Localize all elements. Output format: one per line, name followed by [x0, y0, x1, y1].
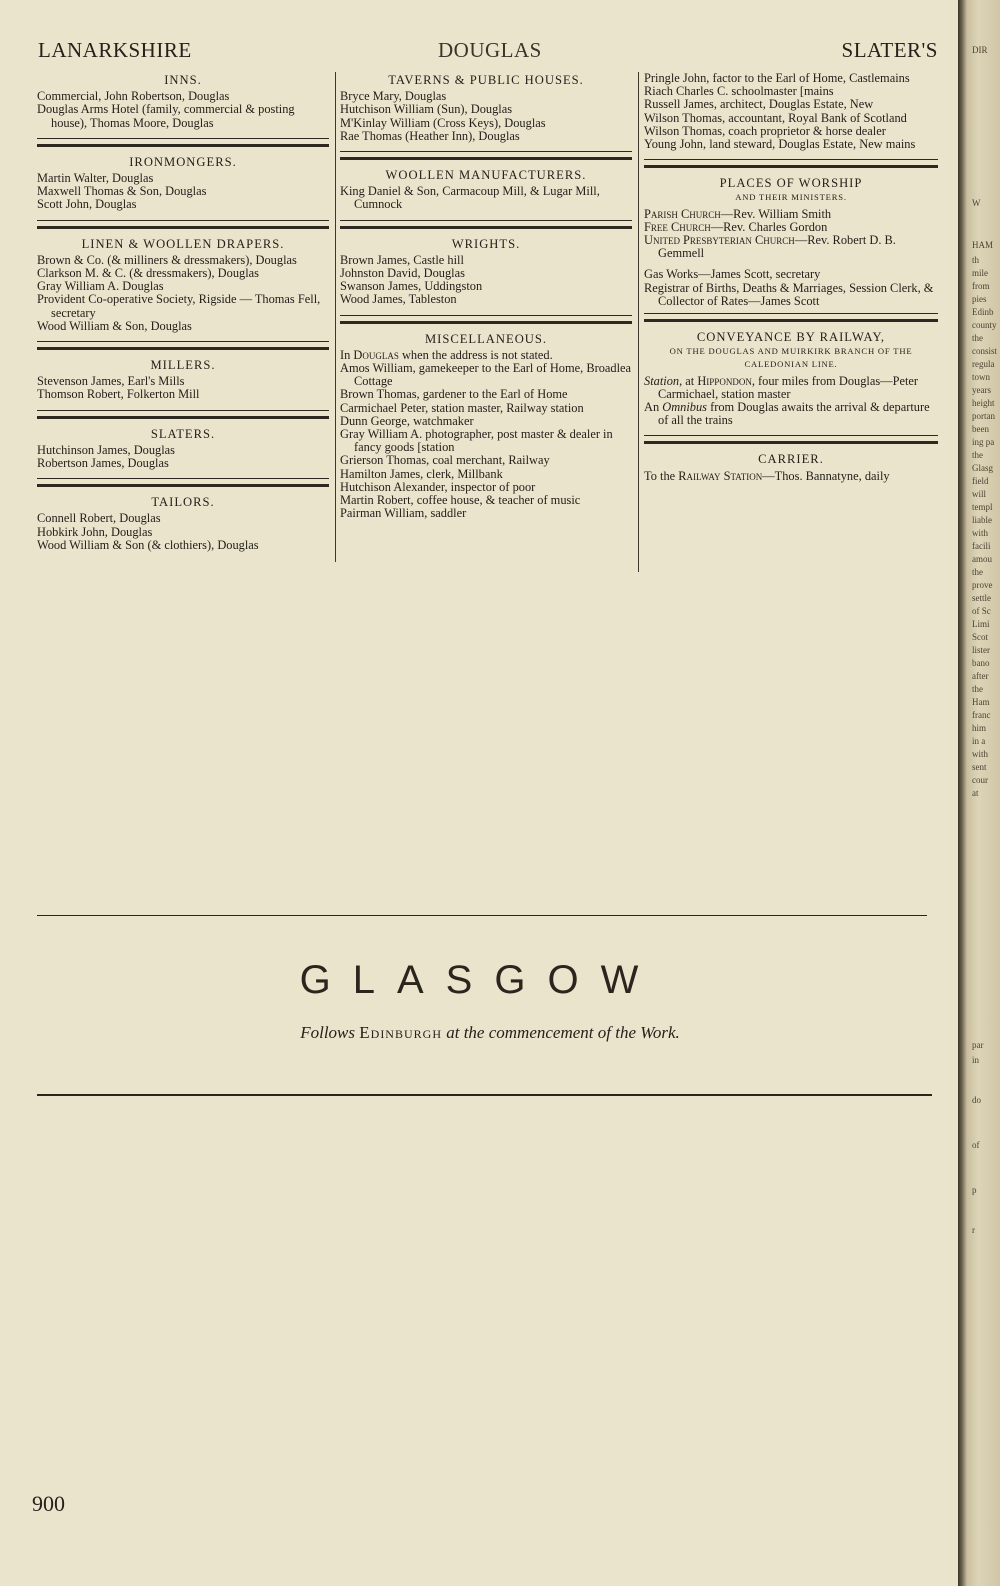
- minister-name: —Rev. Charles Gordon: [710, 219, 828, 234]
- entry: Provident Co-operative Society, Rigside — Thomas Fell, secretary: [37, 292, 321, 320]
- facing-page-fragment: do: [972, 1095, 981, 1105]
- omnibus-word: Omnibus: [662, 400, 707, 415]
- facing-page-fragment: from: [972, 281, 990, 291]
- facing-page-fragment: in: [972, 1055, 980, 1065]
- entry: Carmichael Peter, station master, Railway station: [340, 400, 584, 415]
- facing-page-fragment: facili: [972, 541, 991, 551]
- section-title-millers: MILLERS.: [150, 358, 216, 373]
- station-entry: [644, 375, 938, 401]
- facing-page-fragment: p: [972, 1185, 977, 1195]
- facing-page-fragment: liable: [972, 515, 992, 525]
- section-rule: [340, 315, 632, 324]
- section-rule: [644, 159, 938, 168]
- facing-page-fragment: the: [972, 567, 983, 577]
- facing-page-edge: [958, 0, 1000, 1586]
- entry: Registrar of Births, Deaths & Marriages, Session Clerk, & Collector of Rates—James Scott: [644, 280, 934, 308]
- facing-page-fragment: town: [972, 372, 990, 382]
- entry: King Daniel & Son, Carmacoup Mill, & Lugar Mill, Cumnock: [340, 184, 600, 212]
- section-title-woollen: WOOLLEN MANUFACTURERS.: [385, 168, 587, 183]
- facing-page-fragment: portan: [972, 411, 995, 421]
- facing-page-fragment: Limi: [972, 619, 990, 629]
- facing-page-fragment: mile: [972, 268, 988, 278]
- section-title-tailors: TAILORS.: [151, 495, 215, 510]
- entry: Martin Robert, coffee house, & teacher of music: [340, 493, 581, 508]
- facing-page-fragment: been: [972, 424, 989, 434]
- column-divider-1: [335, 72, 336, 562]
- church-name: Parish Church: [644, 206, 721, 221]
- facing-page-fragment: par: [972, 1040, 984, 1050]
- facing-page-fragment: Edinb: [972, 307, 994, 317]
- facing-page-fragment: years: [972, 385, 991, 395]
- entry: Wood James, Tableston: [340, 292, 457, 307]
- entry: Hobkirk John, Douglas: [37, 524, 153, 539]
- running-header: [38, 38, 938, 62]
- section-title-inns: INNS.: [164, 73, 202, 87]
- entry: Brown James, Castle hill: [340, 252, 464, 267]
- carrier-text-a: To the: [644, 468, 679, 483]
- facing-page-fragment: with: [972, 528, 989, 538]
- entry: Gray William A. Douglas: [37, 279, 164, 294]
- section-divider: [37, 915, 927, 916]
- facing-page-fragment: of: [972, 1140, 980, 1150]
- facing-page-fragment: W: [972, 198, 981, 208]
- facing-page-fragment: r: [972, 1225, 975, 1235]
- header-town: DOUGLAS: [438, 38, 542, 62]
- section-title-wrights: WRIGHTS.: [451, 236, 521, 251]
- facing-page-fragment: height: [972, 398, 995, 408]
- column-2: [340, 72, 632, 520]
- section-title-railway: CONVEYANCE BY RAILWAY,: [696, 330, 886, 345]
- facing-page-fragment: Scot: [972, 632, 989, 642]
- facing-page-fragment: the: [972, 333, 983, 343]
- misc-intro-b: when the address is not stated.: [398, 347, 553, 362]
- facing-page-fragment: him: [972, 723, 987, 733]
- entry: Bryce Mary, Douglas: [340, 89, 447, 104]
- facing-page-fragment: settle: [972, 593, 991, 603]
- entry: Thomson Robert, Folkerton Mill: [37, 387, 200, 402]
- entry: Wilson Thomas, accountant, Royal Bank of Scotland: [644, 110, 907, 125]
- glasgow-heading: GLASGOW: [299, 958, 661, 1002]
- entry: Commercial, John Robertson, Douglas: [37, 89, 230, 104]
- entry: Swanson James, Uddingston: [340, 279, 483, 294]
- facing-page-fragment: the: [972, 450, 983, 460]
- church-name: Free Church: [644, 219, 711, 234]
- facing-page-fragment: after: [972, 671, 989, 681]
- facing-page-fragment: of Sc: [972, 606, 991, 616]
- facing-page-fragment: franc: [972, 710, 991, 720]
- entry: Hutchinson James, Douglas: [37, 442, 176, 457]
- section-subtitle-worship: AND THEIR MINISTERS.: [735, 192, 847, 203]
- section-divider: [37, 1094, 932, 1096]
- section-title-misc: MISCELLANEOUS.: [424, 331, 548, 346]
- station-label: Station: [644, 373, 680, 388]
- entry: Douglas Arms Hotel (family, commercial & posting house), Thomas Moore, Douglas: [37, 102, 295, 130]
- misc-intro-place: Douglas: [353, 347, 399, 362]
- facing-page-fragment: in a: [972, 736, 986, 746]
- station-place: Hippondon: [697, 373, 752, 388]
- facing-page-fragment: prove: [972, 580, 993, 590]
- entry: Scott John, Douglas: [37, 197, 137, 212]
- minister-name: —Rev. William Smith: [720, 206, 832, 221]
- entry: Clarkson M. & C. (& dressmakers), Douglas: [37, 266, 259, 281]
- glasgow-note-a: Follows: [300, 1023, 360, 1042]
- entry: Robertson James, Douglas: [37, 456, 169, 471]
- entry: Russell James, architect, Douglas Estate, New: [644, 97, 874, 112]
- section-title-worship: PLACES OF WORSHIP: [719, 176, 863, 191]
- entry: Stevenson James, Earl's Mills: [37, 374, 185, 389]
- omnibus-entry: [644, 401, 938, 427]
- entry: Johnston David, Douglas: [340, 266, 465, 281]
- column-1: [37, 72, 329, 552]
- entry: Hutchison Alexander, inspector of poor: [340, 479, 536, 494]
- section-title-drapers: LINEN & WOOLLEN DRAPERS.: [81, 236, 285, 251]
- omnibus-text-a: An: [644, 400, 663, 415]
- entry: Young John, land steward, Douglas Estate, New mains: [644, 137, 916, 152]
- section-rule: [37, 410, 329, 419]
- section-rule: [37, 138, 329, 147]
- facing-page-fragment: will: [972, 489, 987, 499]
- entry: Brown Thomas, gardener to the Earl of Home: [340, 387, 568, 402]
- column-3: [644, 72, 938, 483]
- glasgow-note-place: Edinburgh: [359, 1023, 442, 1042]
- facing-page-fragment: Ham: [972, 697, 990, 707]
- section-rule: [644, 313, 938, 322]
- worship-entry: [644, 234, 938, 260]
- page-number: 900: [32, 1491, 65, 1516]
- entry: Wilson Thomas, coach proprietor & horse dealer: [644, 123, 886, 138]
- header-county: LANARKSHIRE: [38, 38, 192, 62]
- section-title-ironmongers: IRONMONGERS.: [129, 154, 237, 169]
- entry: Grierson Thomas, coal merchant, Railway: [340, 453, 550, 468]
- facing-page-fragment: the: [972, 684, 983, 694]
- carrier-entry: [644, 470, 938, 483]
- section-rule: [37, 341, 329, 350]
- facing-page-fragment: th: [972, 255, 980, 265]
- entry: Gas Works—James Scott, secretary: [644, 267, 821, 282]
- station-text-a: , at: [679, 373, 698, 388]
- section-rule: [37, 478, 329, 487]
- section-rule: [644, 435, 938, 444]
- glasgow-note-b: at the commencement of the Work.: [441, 1023, 680, 1042]
- section-rule: [340, 220, 632, 229]
- entry: Brown & Co. (& milliners & dressmakers), Douglas: [37, 252, 297, 267]
- header-publisher: SLATER'S: [841, 38, 938, 62]
- facing-page-fragment: consist: [972, 346, 998, 356]
- section-title-taverns: TAVERNS & PUBLIC HOUSES.: [388, 73, 584, 87]
- facing-page-fragment: with: [972, 749, 989, 759]
- station-text-b: , four miles from Douglas—Peter Carmichael, station master: [658, 373, 919, 401]
- section-rule: [37, 220, 329, 229]
- entry: Wood William & Son (& clothiers), Douglas: [37, 537, 259, 552]
- carrier-text-b: —Thos. Bannatyne, daily: [762, 468, 890, 483]
- facing-page-fragment: regula: [972, 359, 995, 369]
- facing-page-fragment: templ: [972, 502, 993, 512]
- church-name: United Presbyterian Church: [644, 233, 795, 248]
- carrier-destination: Railway Station: [678, 468, 763, 483]
- entry: Wood William & Son, Douglas: [37, 318, 192, 333]
- entry: Gray William A. photographer, post master & dealer in fancy goods [station: [340, 427, 613, 455]
- facing-page-fragment: sent: [972, 762, 987, 772]
- column-divider-2: [638, 72, 639, 572]
- facing-page-fragment: ing pa: [972, 437, 995, 447]
- entry: Riach Charles C. schoolmaster [mains: [644, 84, 834, 99]
- entry: Connell Robert, Douglas: [37, 511, 161, 526]
- glasgow-note: [0, 1023, 980, 1043]
- section-title-slaters: SLATERS.: [150, 426, 216, 441]
- facing-page-fragment: DIR: [972, 45, 988, 55]
- facing-page-fragment: HAM: [972, 240, 994, 250]
- entry: Hamilton James, clerk, Millbank: [340, 466, 503, 481]
- entry: Maxwell Thomas & Son, Douglas: [37, 184, 207, 199]
- entry: Pairman William, saddler: [340, 506, 467, 521]
- entry: Amos William, gamekeeper to the Earl of Home, Broadlea Cottage: [340, 361, 632, 389]
- section-rule: [340, 151, 632, 160]
- facing-page-fragment: at: [972, 788, 979, 798]
- entry: Hutchison William (Sun), Douglas: [340, 102, 513, 117]
- section-title-carrier: CARRIER.: [758, 452, 824, 467]
- facing-page-fragment: pies: [972, 294, 987, 304]
- entry: Martin Walter, Douglas: [37, 171, 154, 186]
- entry: Dunn George, watchmaker: [340, 413, 474, 428]
- section-subtitle-railway: ON THE DOUGLAS AND MUIRKIRK BRANCH OF THE CALEDONIAN LINE.: [669, 346, 913, 370]
- omnibus-text-b: from Douglas awaits the arrival & departure of all the trains: [658, 400, 930, 428]
- facing-page-fragment: amou: [972, 554, 992, 564]
- entry: Rae Thomas (Heather Inn), Douglas: [340, 128, 520, 143]
- facing-page-fragment: county: [972, 320, 997, 330]
- facing-page-fragment: cour: [972, 775, 988, 785]
- facing-page-fragment: field: [972, 476, 989, 486]
- facing-page-fragment: Glasg: [972, 463, 993, 473]
- entry: Pringle John, factor to the Earl of Home, Castlemains: [644, 71, 910, 85]
- facing-page-fragment: bano: [972, 658, 990, 668]
- misc-intro-a: In: [340, 347, 354, 362]
- minister-name: —Rev. Robert D. B. Gemmell: [658, 233, 896, 261]
- entry: M'Kinlay William (Cross Keys), Douglas: [340, 115, 546, 130]
- facing-page-fragment: lister: [972, 645, 990, 655]
